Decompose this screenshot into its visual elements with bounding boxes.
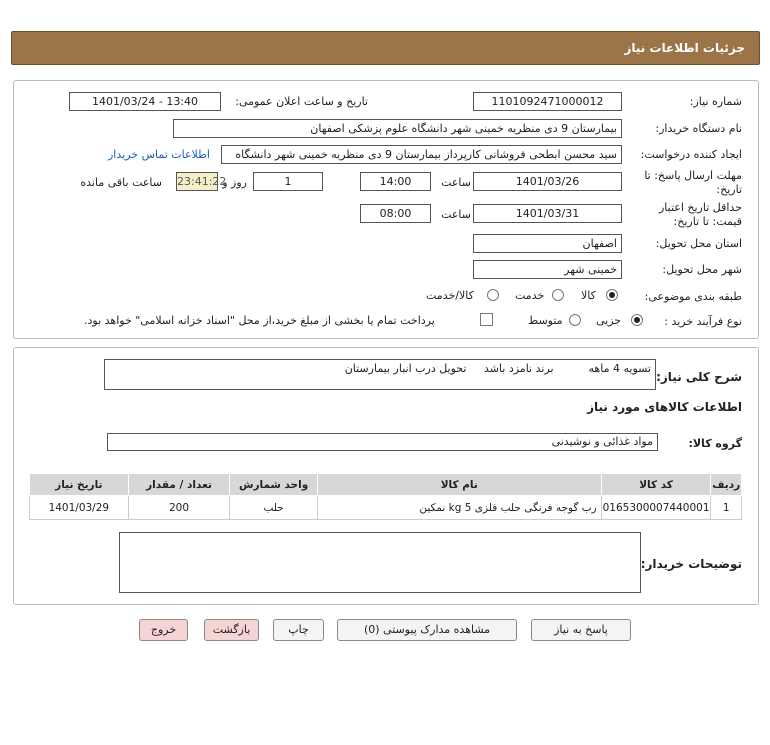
deadline-time-field[interactable]: 14:00 (360, 172, 431, 191)
page-title: جزئیات اطلاعات نیاز (624, 41, 745, 55)
process-option-minor: جزیی (596, 314, 622, 327)
deadline-date-field[interactable]: 1401/03/26 (473, 172, 622, 191)
process-radio-medium[interactable] (569, 314, 581, 326)
category-option-service: خدمت (515, 289, 545, 302)
announce-field[interactable]: 1401/03/24 - 13:40 (69, 92, 221, 111)
print-button[interactable]: چاپ (273, 619, 324, 641)
col-row-number: ردیف (711, 474, 742, 496)
category-option-goods-service: کالا/خدمت (426, 289, 474, 302)
deadline-label-1: مهلت ارسال پاسخ: تا (644, 169, 742, 182)
remaining-label: ساعت باقی مانده (80, 176, 162, 189)
category-radio-service[interactable] (552, 289, 564, 301)
col-need-date: تاریخ نیاز (30, 474, 129, 496)
col-quantity: تعداد / مقدار (128, 474, 230, 496)
cell-need-date: 1401/03/29 (30, 496, 129, 520)
back-button[interactable]: بازگشت (204, 619, 259, 641)
need-number-label: شماره نیاز: (689, 95, 742, 108)
announce-label: تاریخ و ساعت اعلان عمومی: (235, 95, 368, 108)
goods-group-field[interactable]: مواد غذائی و نوشیدنی (107, 433, 658, 451)
need-number-field[interactable]: 1101092471000012 (473, 92, 622, 111)
col-item-code: کد کالا (601, 474, 711, 496)
deadline-label-2: تاریخ: (716, 183, 742, 196)
validity-date-field[interactable]: 1401/03/31 (473, 204, 622, 223)
goods-section-title: اطلاعات کالاهای مورد نیاز (587, 400, 742, 414)
cell-row-number: 1 (711, 496, 742, 520)
creator-field[interactable]: سید محسن ابطحی فروشانی کارپرداز بیمارستان 9 دی منظریه خمینی شهر دانشگاه (221, 145, 622, 164)
goods-group-label: گروه کالا: (688, 437, 742, 450)
validity-label-1: حداقل تاریخ اعتبار (658, 201, 742, 214)
table-row[interactable] (30, 496, 742, 520)
category-radio-goods[interactable] (606, 289, 618, 301)
cell-quantity: 200 (128, 496, 230, 520)
city-field[interactable]: خمینی شهر (473, 260, 622, 279)
description-label: شرح کلی نیاز: (656, 370, 742, 384)
cell-unit: حلب (230, 496, 317, 520)
buyer-notes-label: توضیحات خریدار: (640, 557, 742, 571)
city-label: شهر محل تحویل: (662, 263, 742, 276)
treasury-payment-checkbox[interactable] (480, 313, 493, 326)
col-item-name: نام کالا (317, 474, 601, 496)
buyer-org-field[interactable]: بیمارستان 9 دی منظریه خمینی شهر دانشگاه علوم پزشکی اصفهان (173, 119, 622, 138)
validity-label-2: قیمت: تا تاریخ: (673, 215, 742, 228)
days-field[interactable]: 1 (253, 172, 323, 191)
category-label: طبقه بندی موضوعی: (644, 290, 742, 303)
province-field[interactable]: اصفهان (473, 234, 622, 253)
table-header-row (30, 474, 742, 496)
days-label: روز و (222, 176, 247, 189)
reply-button[interactable]: پاسخ به نیاز (531, 619, 631, 641)
buyer-org-label: نام دستگاه خریدار: (655, 122, 742, 135)
category-radio-goods-service[interactable] (487, 289, 499, 301)
payment-note: پرداخت تمام یا بخشی از مبلغ خرید،از محل "اسناد خزانه اسلامی" خواهد بود. (84, 314, 435, 327)
exit-button[interactable]: خروج (139, 619, 188, 641)
validity-hour-label: ساعت (441, 208, 471, 221)
category-option-goods: کالا (581, 289, 596, 302)
process-label: نوع فرآیند خرید : (664, 315, 742, 328)
province-label: استان محل تحویل: (655, 237, 742, 250)
view-attachments-button[interactable]: مشاهده مدارک پیوستی (0) (337, 619, 517, 641)
creator-label: ایجاد کننده درخواست: (640, 148, 742, 161)
page-header (11, 31, 760, 65)
description-field[interactable]: تسویه 4 ماهه برند نامزد باشد تحویل درب انبار بیمارستان (104, 359, 656, 390)
contact-buyer-link[interactable]: اطلاعات تماس خریدار (108, 148, 210, 161)
remaining-time-field: 23:41:22 (176, 172, 218, 191)
col-unit: واحد شمارش (230, 474, 317, 496)
cell-item-name: رب گوجه فرنگی حلب فلزی 5 kg نمکین (317, 496, 601, 520)
buyer-notes-field[interactable] (119, 532, 641, 593)
process-radio-minor[interactable] (631, 314, 643, 326)
cell-item-code: 0165300007440001 (601, 496, 711, 520)
process-option-medium: متوسط (528, 314, 563, 327)
deadline-hour-label: ساعت (441, 176, 471, 189)
goods-table (29, 473, 742, 520)
validity-time-field[interactable]: 08:00 (360, 204, 431, 223)
